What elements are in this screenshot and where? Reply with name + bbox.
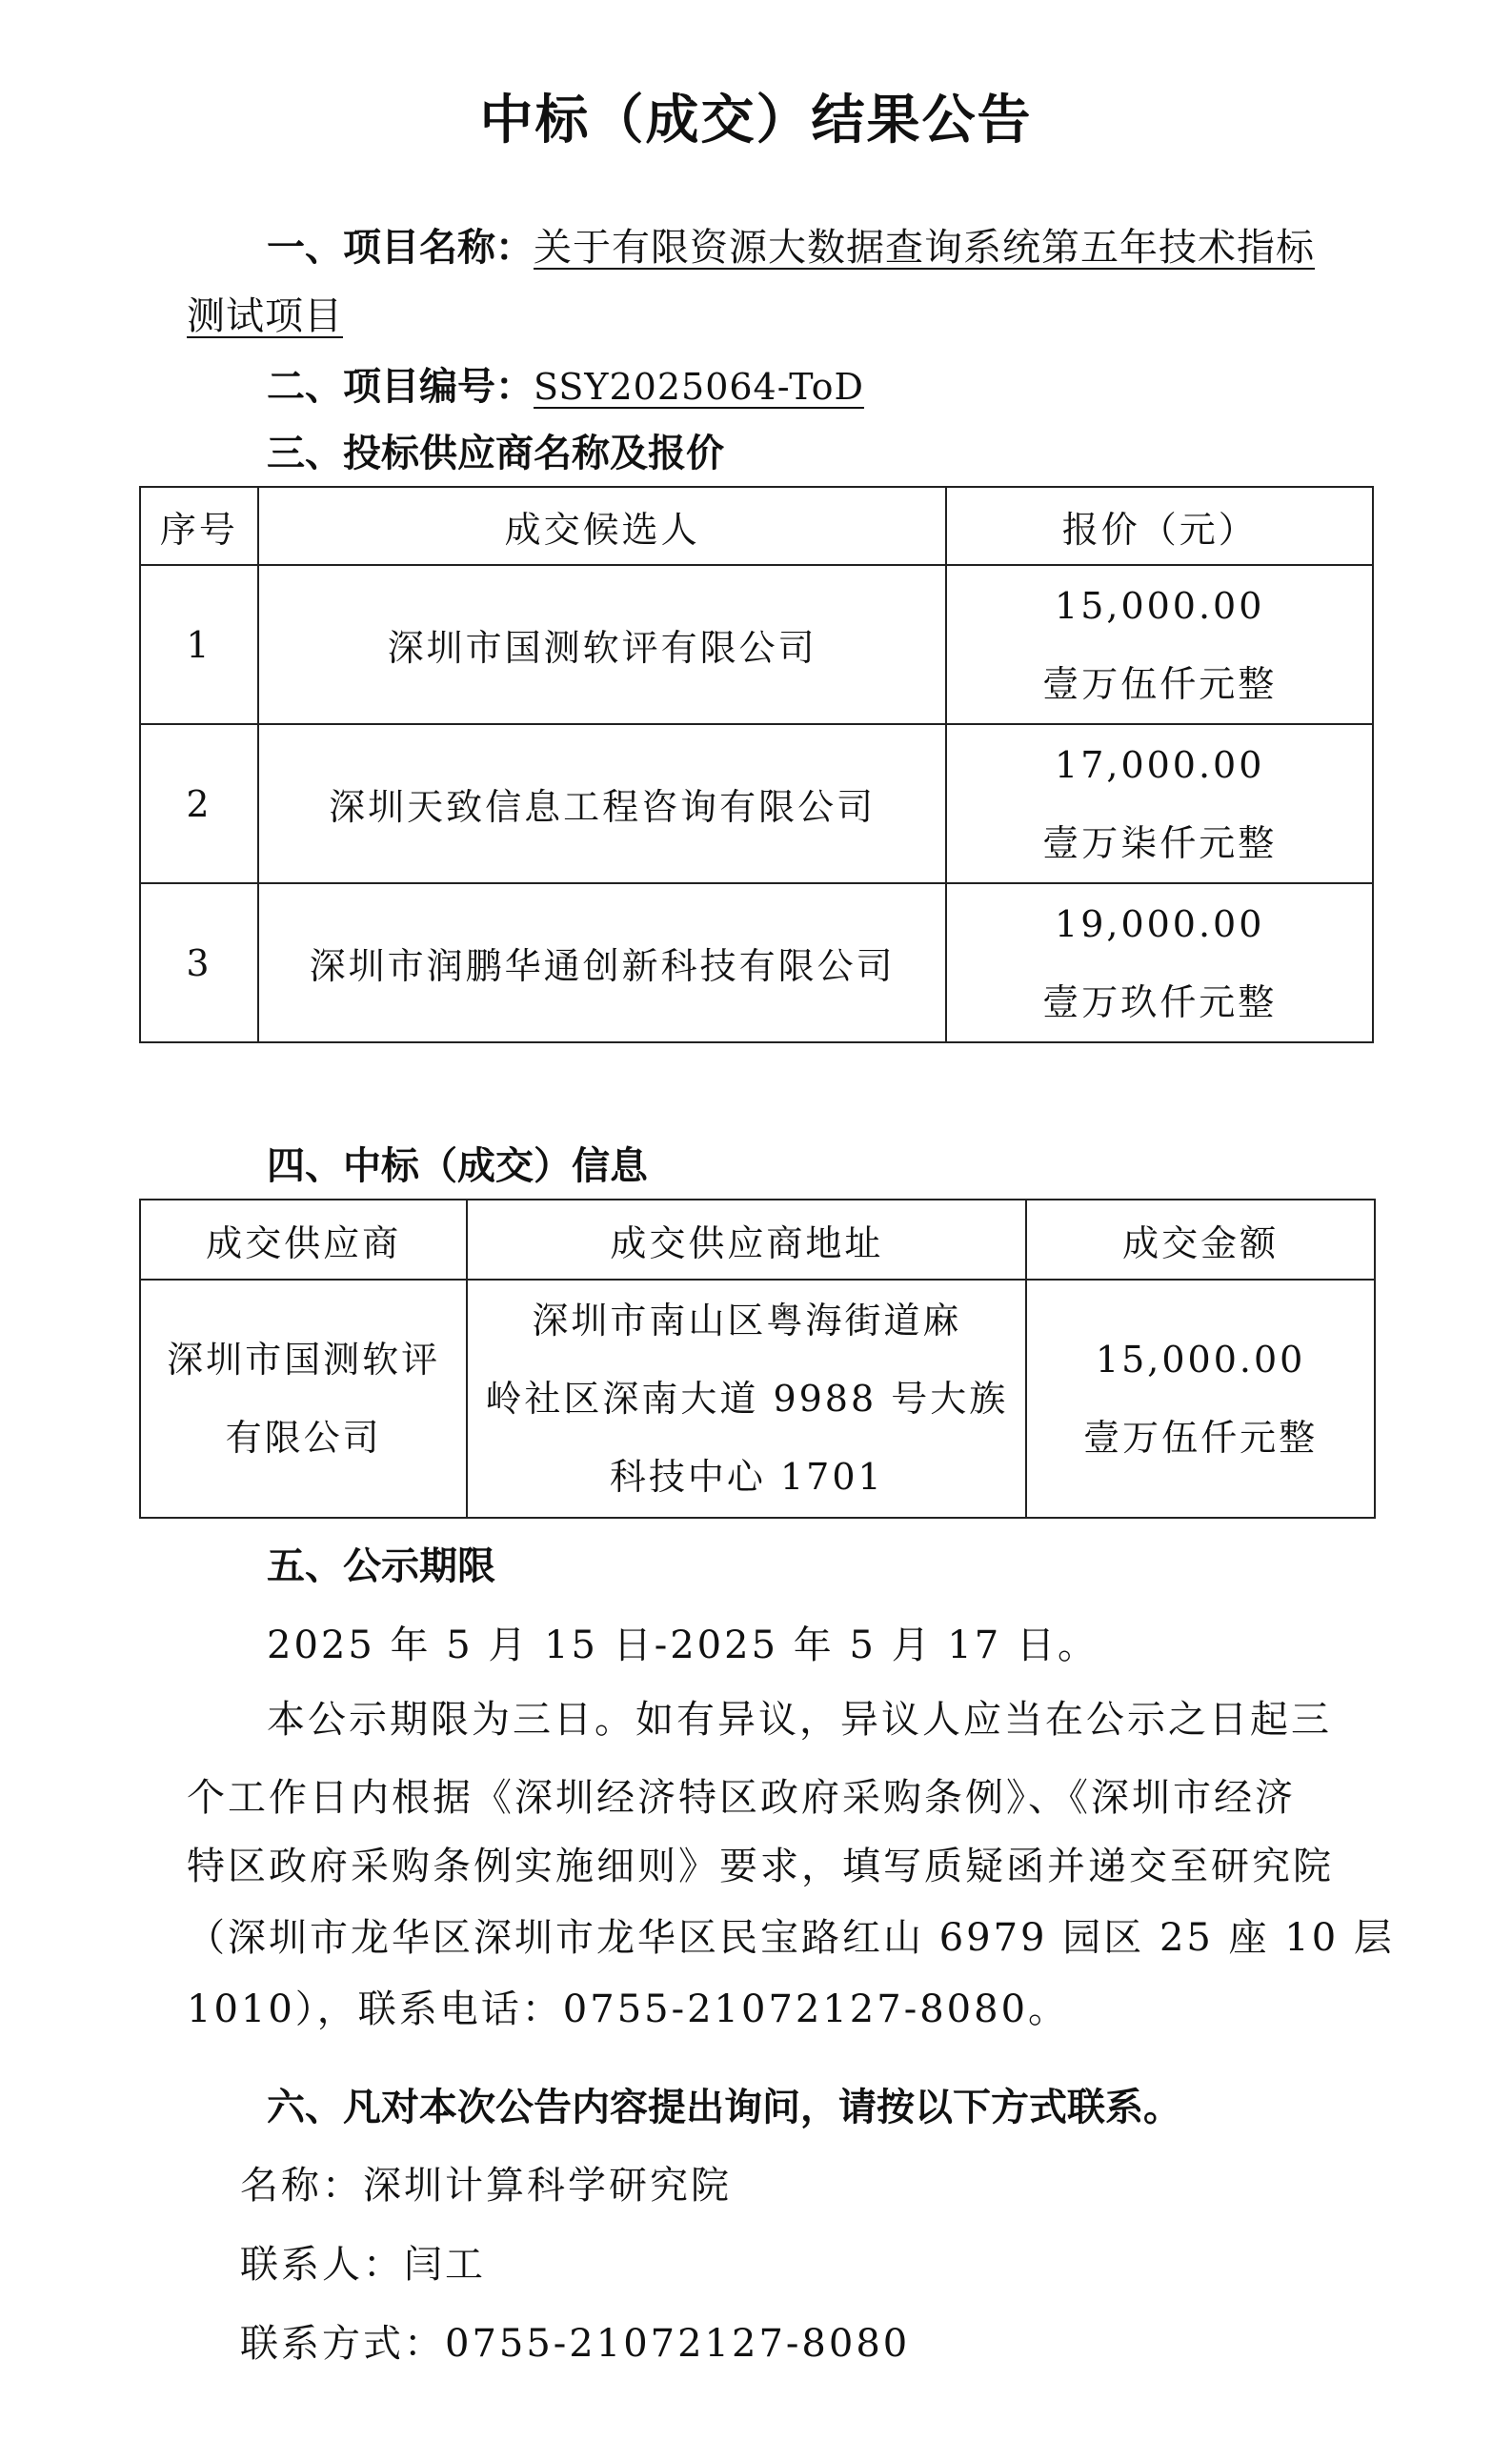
header-supplier: 成交供应商 <box>140 1200 467 1280</box>
publicity-note-line: 特区政府采购条例实施细则》要求，填写质疑函并递交至研究院 <box>187 1845 1334 1888</box>
project-name-value-line2: 测试项目 <box>187 294 343 338</box>
price-chinese: 壹万柒仟元整 <box>1042 821 1278 864</box>
project-name-value: 关于有限资源大数据查询系统第五年技术指标 <box>534 226 1315 270</box>
table-row <box>140 1280 1375 1518</box>
row-candidate: 深圳市润鹏华通创新科技有限公司 <box>258 883 947 1042</box>
project-name-label: 一、项目名称： <box>267 226 534 270</box>
publicity-note-line: 个工作日内根据《深圳经济特区政府采购条例》、《深圳市经济 <box>187 1776 1296 1820</box>
award-supplier-line: 深圳市国测软评 <box>167 1339 441 1381</box>
bidders-table <box>139 486 1374 1043</box>
row-price <box>946 724 1373 883</box>
price-chinese: 壹万玖仟元整 <box>1042 980 1278 1023</box>
award-heading: 四、中标（成交）信息 <box>267 1144 648 1188</box>
publicity-heading: 五、公示期限 <box>267 1544 495 1588</box>
award-amount <box>1026 1280 1375 1518</box>
project-name-row <box>267 217 1315 272</box>
row-price <box>946 883 1373 1042</box>
row-candidate: 深圳天致信息工程咨询有限公司 <box>258 724 947 883</box>
project-name-continuation <box>187 286 343 340</box>
project-number-label: 二、项目编号： <box>267 365 534 409</box>
bidders-heading: 三、投标供应商名称及报价 <box>267 432 724 475</box>
publicity-period: 2025 年 5 月 15 日-2025 年 5 月 17 日。 <box>267 1624 1099 1667</box>
award-supplier-line: 有限公司 <box>225 1417 382 1459</box>
price-chinese: 壹万伍仟元整 <box>1042 662 1278 705</box>
bidders-table-header <box>140 487 1373 565</box>
row-price <box>946 565 1373 724</box>
header-amount: 成交金额 <box>1026 1200 1375 1280</box>
table-row <box>140 883 1373 1042</box>
header-no: 序号 <box>140 487 258 565</box>
row-candidate: 深圳市国测软评有限公司 <box>258 565 947 724</box>
row-no: 1 <box>140 565 258 724</box>
table-row <box>140 565 1373 724</box>
award-amount-chinese: 壹万伍仟元整 <box>1083 1417 1319 1459</box>
contact-name: 名称：深圳计算科学研究院 <box>240 2164 732 2208</box>
price-number: 19,000.00 <box>1055 902 1265 945</box>
table-row <box>140 724 1373 883</box>
header-price: 报价（元） <box>946 487 1373 565</box>
contact-person: 联系人：闫工 <box>240 2243 486 2287</box>
contact-heading: 六、凡对本次公告内容提出询问，请按以下方式联系。 <box>267 2086 1181 2129</box>
project-number-row <box>267 356 864 411</box>
project-number-value: SSY2025064-ToD <box>534 366 864 408</box>
price-number: 17,000.00 <box>1055 743 1265 786</box>
row-no: 3 <box>140 883 258 1042</box>
contact-phone: 联系方式：0755-21072127-8080 <box>240 2322 911 2366</box>
award-table-header <box>140 1200 1375 1280</box>
row-no: 2 <box>140 724 258 883</box>
publicity-note-line: （深圳市龙华区深圳市龙华区民宝路红山 6979 园区 25 座 10 层 <box>187 1916 1395 1960</box>
price-number: 15,000.00 <box>1055 584 1265 627</box>
award-amount-number: 15,000.00 <box>1095 1339 1306 1381</box>
page-title: 中标（成交）结果公告 <box>479 90 1033 151</box>
award-address-line: 岭社区深南大道 9988 号大族 <box>485 1378 1009 1420</box>
header-candidate: 成交候选人 <box>258 487 947 565</box>
publicity-note-line: 本公示期限为三日。如有异议，异议人应当在公示之日起三 <box>267 1698 1332 1742</box>
header-address: 成交供应商地址 <box>467 1200 1026 1280</box>
publicity-note-line: 1010），联系电话：0755-21072127-8080。 <box>187 1987 1070 2031</box>
award-address-line: 深圳市南山区粤海街道麻 <box>532 1300 962 1341</box>
award-supplier <box>140 1280 467 1518</box>
award-address <box>467 1280 1026 1518</box>
award-address-line: 科技中心 1701 <box>609 1456 884 1498</box>
award-table <box>139 1199 1376 1519</box>
